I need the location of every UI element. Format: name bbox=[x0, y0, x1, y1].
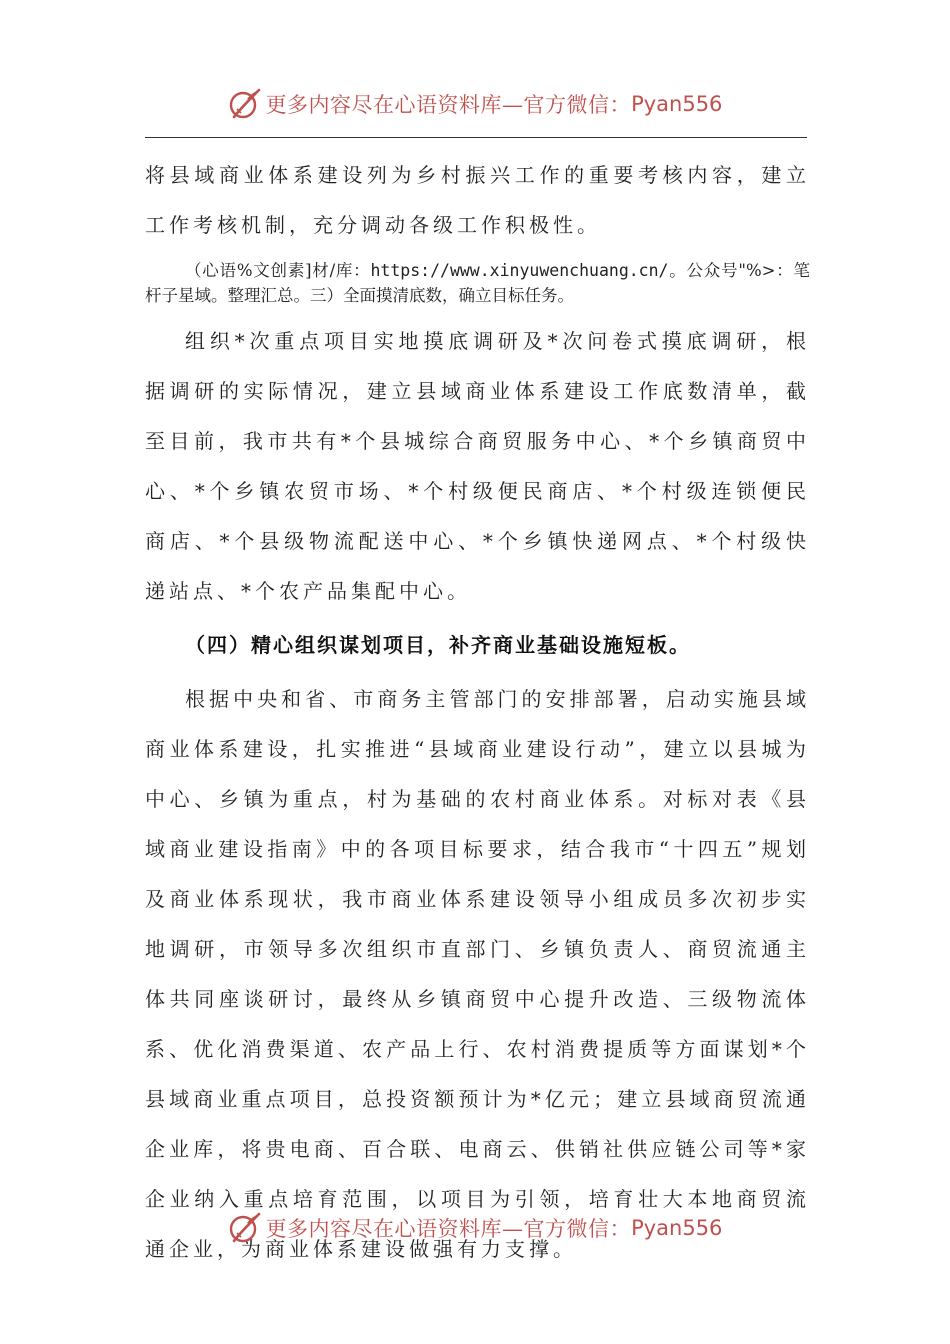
paragraph-survey: 组织*次重点项目实地摸底调研及*次问卷式摸底调研，根据调研的实际情况，建立县域商业体系建设工作底数清单，截至目前，我市共有*个县城综合商贸服务中心、*个乡镇商贸中心、*个乡镇农贸市场、*个村级便民商店、*个村级连锁便民商店、*个县级物流配送中心、*个乡镇快递网点、*个村级快递站点、*个农产品集配中心。 bbox=[145, 329, 810, 603]
header-banner bbox=[0, 84, 950, 124]
source-note bbox=[145, 258, 810, 308]
quill-logo-icon bbox=[228, 87, 262, 121]
source-note-url: https://www.xinyuwenchuang.cn/ bbox=[370, 261, 669, 280]
paragraph-continuation: 将县域商业体系建设列为乡村振兴工作的重要考核内容，建立工作考核机制，充分调动各级工作积极性。 bbox=[145, 163, 810, 237]
source-note-suffix: 。公众号"%>：笔杆子星域。整理汇总。三）全面摸清底数，确立目标任务。 bbox=[145, 261, 810, 305]
paragraph-projects: 根据中央和省、市商务主管部门的安排部署，启动实施县域商业体系建设，扎实推进“县域商业建设行动”，建立以县城为中心、乡镇为重点，村为基础的农村商业体系。对标对表《县域商业建设指南》中的各项目标要求，结合我市“十四五”规划及商业体系现状，我市商业体系建设领导小组成员多次初步实地调研，市领导多次组织市直部门、乡镇负责人、商贸流通主体共同座谈研讨，最终从乡镇商贸中心提升改造、三级物流体系、优化消费渠道、农产品上行、农村消费提质等方面谋划*个县域商业重点项目，总投资额预计为*亿元；建立县域商贸流通企业库，将贵电商、百合联、电商云、供销社供应链公司等*家企业纳入重点培育范围，以项目为引领，培育壮大本地商贸流通企业，为商业体系建设做强有力支撑。 bbox=[145, 687, 810, 1261]
section-heading-4: （四）精心组织谋划项目，补齐商业基础设施短板。 bbox=[185, 633, 691, 657]
document-body bbox=[145, 150, 810, 1274]
header-rule bbox=[145, 137, 807, 138]
header-banner-text: 更多内容尽在心语资料库—官方微信： bbox=[265, 93, 632, 117]
source-note-prefix: （心语%文创素]材/库： bbox=[185, 261, 371, 280]
header-banner-wechat-id: Pyan556 bbox=[631, 92, 723, 116]
footer-banner-text: 更多内容尽在心语资料库—官方微信： bbox=[265, 1217, 632, 1241]
footer-banner bbox=[0, 1208, 950, 1248]
quill-logo-icon bbox=[228, 1211, 262, 1245]
footer-banner-wechat-id: Pyan556 bbox=[631, 1216, 723, 1240]
